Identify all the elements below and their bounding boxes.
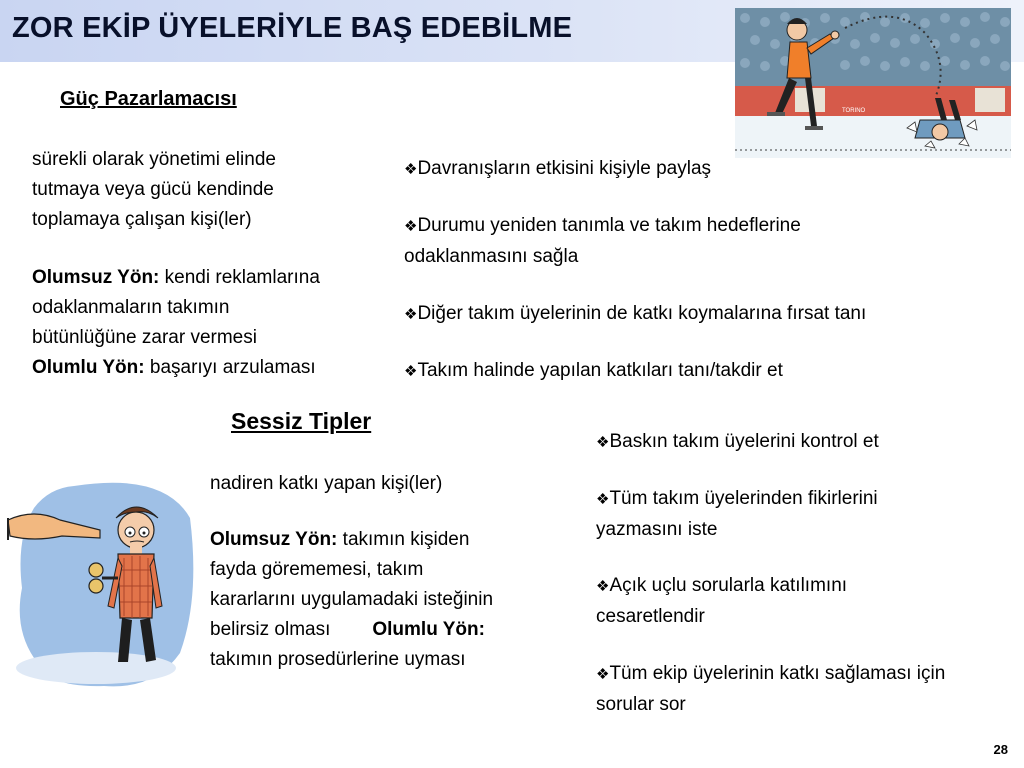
- bullet-icon: ❖: [596, 434, 610, 451]
- tip-item: [404, 211, 801, 272]
- positive-aspect-label: Olumlu Yön:: [372, 619, 485, 640]
- tip-text: Durumu yeniden tanımla ve takım hedeflerine: [417, 215, 801, 236]
- positive-aspect-label: Olumlu Yön:: [32, 357, 145, 378]
- bullet-icon: ❖: [404, 306, 418, 323]
- tip-item: [404, 154, 711, 185]
- silent-types-pros-cons: [210, 525, 570, 675]
- positive-aspect-text: başarıyı arzulaması: [144, 357, 316, 378]
- tip-text: Açık uçlu sorularla katılımını: [609, 575, 848, 596]
- tip-text: cesaretlendir: [596, 606, 705, 627]
- tip-text: Tüm ekip üyelerinin katkı sağlaması için: [609, 663, 946, 684]
- negative-aspect-line: [210, 525, 570, 555]
- tip-text: odaklanmasını sağla: [404, 246, 579, 267]
- rink-board-label: TORINO: [842, 108, 866, 114]
- tip-text: Tüm takım üyelerinden fikirlerini: [609, 488, 878, 509]
- page-number: 28: [993, 742, 1008, 757]
- bullet-icon: ❖: [404, 218, 418, 235]
- negative-aspect-text: kararlarını uygulamadaki isteğinin: [210, 589, 494, 610]
- tip-text: sorular sor: [596, 694, 686, 715]
- mixed-aspect-line: [210, 615, 570, 645]
- silent-types-definition: nadiren katkı yapan kişi(ler): [210, 473, 443, 494]
- page-title: ZOR EKİP ÜYELERİYLE BAŞ EDEBİLME: [12, 12, 573, 44]
- skater-illustration: [735, 8, 1011, 158]
- tip-item: [404, 299, 866, 330]
- definition-line: sürekli olarak yönetimi elinde: [32, 149, 276, 170]
- tip-text: Davranışların etkisini kişiyle paylaş: [417, 158, 712, 179]
- positive-aspect-line: [32, 353, 320, 383]
- tip-item: [596, 659, 945, 720]
- negative-aspect-label: Olumsuz Yön:: [210, 529, 338, 550]
- heading-power-marketer: Güç Pazarlamacısı: [60, 88, 237, 110]
- negative-aspect-text: belirsiz olması: [210, 619, 331, 640]
- bullet-icon: ❖: [596, 491, 610, 508]
- bullet-icon: ❖: [404, 363, 418, 380]
- bullet-icon: ❖: [404, 161, 418, 178]
- windup-man-illustration: [4, 478, 196, 690]
- tip-item: [596, 571, 847, 632]
- negative-aspect-line: [32, 263, 320, 293]
- heading-silent-types: Sessiz Tipler: [231, 408, 372, 434]
- definition-line: tutmaya veya gücü kendinde: [32, 179, 274, 200]
- negative-aspect-label: Olumsuz Yön:: [32, 267, 160, 288]
- tip-item: [596, 484, 878, 545]
- negative-aspect-text: fayda görememesi, takım: [210, 559, 424, 580]
- negative-aspect-text: odaklanmaların takımın: [32, 297, 230, 318]
- tip-item: [404, 356, 783, 387]
- positive-aspect-text: takımın prosedürlerine uyması: [210, 649, 466, 670]
- tip-text: Baskın takım üyelerini kontrol et: [609, 431, 879, 452]
- power-marketer-definition: [32, 145, 276, 235]
- tip-text: Diğer takım üyelerinin de katkı koymalarına fırsat tanı: [417, 303, 867, 324]
- tip-text: Takım halinde yapılan katkıları tanı/takdir et: [417, 360, 783, 381]
- definition-line: toplamaya çalışan kişi(ler): [32, 209, 252, 230]
- negative-aspect-text: takımın kişiden: [337, 529, 470, 550]
- bullet-icon: ❖: [596, 666, 610, 683]
- negative-aspect-text: kendi reklamlarına: [159, 267, 320, 288]
- tip-item: [596, 427, 879, 458]
- tip-text: yazmasını iste: [596, 519, 718, 540]
- bullet-icon: ❖: [596, 578, 610, 595]
- power-marketer-pros-cons: [32, 263, 320, 383]
- negative-aspect-text: bütünlüğüne zarar vermesi: [32, 327, 257, 348]
